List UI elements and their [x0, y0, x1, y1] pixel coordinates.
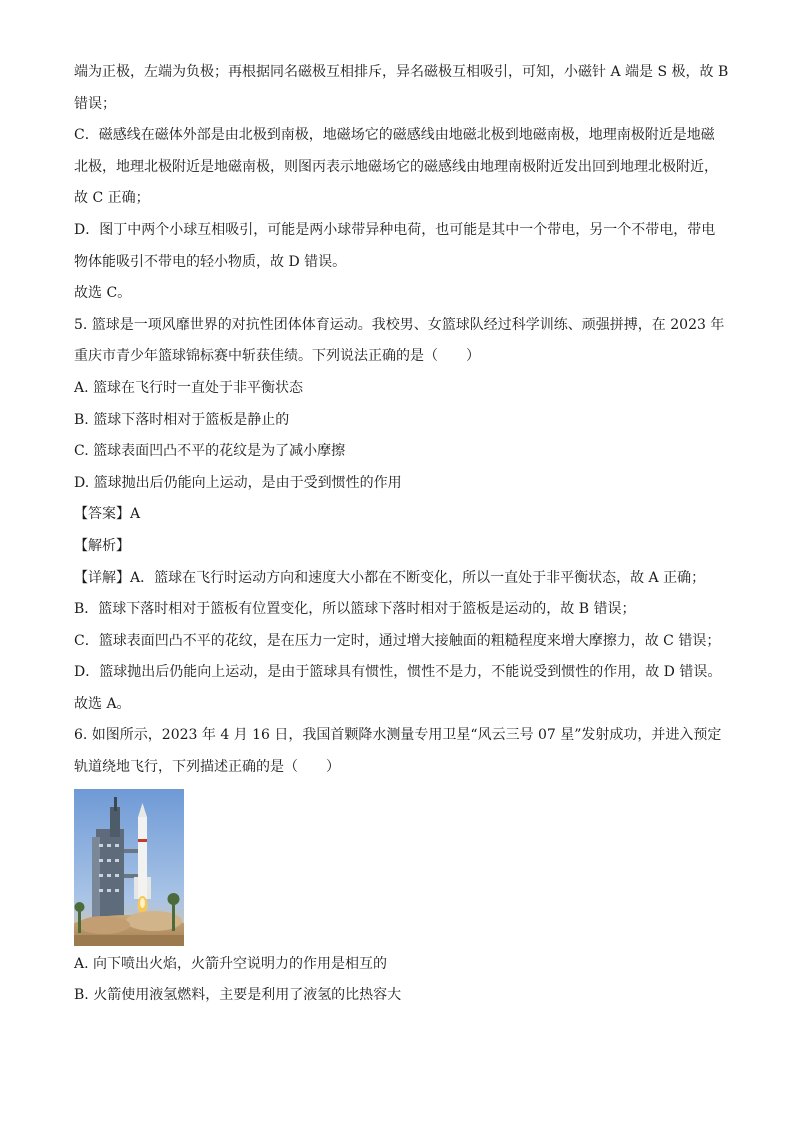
- q6-stem: 6. 如图所示，2023 年 4 月 16 日，我国首颗降水测量专用卫星“风云三号 07 星”发射成功，并进入预定: [74, 727, 722, 744]
- q5-option-d: D. 篮球抛出后仍能向上运动，是由于受到惯性的作用: [74, 474, 402, 491]
- q5-detail-b: B．篮球下落时相对于篮板有位置变化，所以篮球下落时相对于篮板是运动的，故 B 错误；: [74, 601, 636, 618]
- q5-stem: 重庆市青少年篮球锦标赛中斩获佳绩。下列说法正确的是（ ）: [74, 348, 480, 365]
- q4-option-d-line: 物体能吸引不带电的轻小物质，故 D 错误。: [74, 253, 347, 270]
- q4-conclusion: 故选 C。: [74, 285, 132, 302]
- q4-option-c-line: 北极，地理北极附近是地磁南极，则图丙表示地磁场它的磁感线由地理南极附近发出回到地理北极附近，: [74, 158, 718, 175]
- q5-detail-d: D．篮球抛出后仍能向上运动，是由于篮球具有惯性，惯性不是力，不能说受到惯性的作用，故 D 错误。: [74, 664, 722, 681]
- q5-detail-a: 【详解】A．篮球在飞行时运动方向和速度大小都在不断变化，所以一直处于非平衡状态，故 A 正确；: [74, 569, 706, 586]
- q5-analysis-tag: 【解析】: [74, 537, 130, 554]
- q4-option-c-line: C．磁感线在磁体外部是由北极到南极，地磁场它的磁感线由地磁北极到地磁南极，地理南极附近是地磁: [74, 127, 715, 144]
- q6-stem: 轨道绕地飞行，下列描述正确的是（ ）: [74, 759, 340, 776]
- rocket-launch-photo: [74, 789, 184, 946]
- q5-stem: 5. 篮球是一项风靡世界的对抗性团体体育运动。我校男、女篮球队经过科学训练、顽强拼搏，在 2023 年: [74, 316, 725, 333]
- q5-option-a: A. 篮球在飞行时一直处于非平衡状态: [74, 379, 304, 396]
- q5-conclusion: 故选 A。: [74, 695, 131, 712]
- document-page: [74, 62, 729, 1017]
- answer-tag: 【答案】: [74, 506, 130, 523]
- q5-answer: [74, 504, 724, 524]
- q4-option-d-line: D．图丁中两个小球互相吸引，可能是两小球带异种电荷，也可能是其中一个带电，另一个不带电，带电: [74, 221, 716, 238]
- q5-option-b: B. 篮球下落时相对于篮板是静止的: [74, 411, 290, 428]
- answer-value: A: [130, 506, 141, 523]
- q4-explanation-line: 错误；: [74, 95, 116, 112]
- q6-option-b: B. 火箭使用液氢燃料，主要是利用了液氢的比热容大: [74, 987, 402, 1004]
- q5-option-c: C. 篮球表面凹凸不平的花纹是为了减小摩擦: [74, 443, 346, 460]
- q4-explanation-line: 端为正极，左端为负极；再根据同名磁极互相排斥，异名磁极互相吸引，可知，小磁针 A 端是 S 极，故 B: [74, 64, 729, 80]
- q5-detail-c: C．篮球表面凹凸不平的花纹，是在压力一定时，通过增大接触面的粗糙程度来增大摩擦力，故 C 错误；: [74, 632, 721, 649]
- rocket-launch-illustration: [74, 789, 184, 946]
- q4-option-c-line: 故 C 正确；: [74, 190, 150, 207]
- q6-option-a: A. 向下喷出火焰，火箭升空说明力的作用是相互的: [74, 955, 388, 972]
